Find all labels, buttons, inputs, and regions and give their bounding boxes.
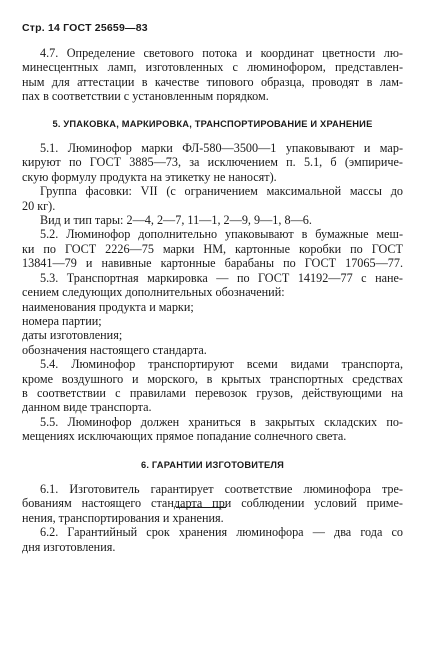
text-line: сением следующих дополнительных обозначений:	[22, 285, 285, 300]
text-line: 5.3. Транспортная маркировка — по ГОСТ 14192—77 с нане-	[40, 270, 403, 285]
text-line: ным для аттестации в качестве типового образца, проводят в лам-	[22, 74, 403, 89]
text-line: 5.4. Люминофор транспортируют всеми видами транспорта,	[40, 357, 403, 372]
text-line: дня изготовления.	[22, 539, 116, 554]
document-body	[22, 46, 403, 554]
text-line: 4.7. Определение светового потока и координат цветности лю-	[40, 46, 403, 60]
text-line: 20 кг).	[22, 198, 56, 213]
text-line: 6.2. Гарантийный срок хранения люминофора — два года со	[40, 525, 403, 540]
text-line: минесцентных ламп, изготовленных с люминофором, представлен-	[22, 60, 403, 75]
paragraph-6-2	[22, 525, 403, 554]
text-line: нения, транспортирования и хранения.	[22, 510, 224, 525]
text-line: Группа фасовки: VII (с ограничением максимальной массы до	[40, 184, 403, 199]
section-6-heading: 6. ГАРАНТИИ ИЗГОТОВИТЕЛЯ	[140, 459, 285, 470]
text-line: наименования продукта и марки;	[22, 299, 194, 314]
paragraph-5-4	[22, 357, 403, 415]
text-line: бованиям настоящего стандарта при соблюдении условий приме-	[22, 496, 403, 511]
paragraph-5-2	[22, 227, 403, 270]
text-line: даты изготовления;	[22, 328, 123, 343]
text-line: пах в соответствии с установленным порядком.	[22, 89, 269, 104]
section-5-heading: 5. УПАКОВКА, МАРКИРОВКА, ТРАНСПОРТИРОВАНИЕ И ХРАНЕНИЕ	[52, 118, 373, 129]
text-line: 5.1. Люминофор марки ФЛ-580—3500—1 упаковывают и мар-	[40, 141, 403, 156]
text-line: данном виде транспорта.	[22, 400, 152, 415]
text-line: 13841—79 и навивные картонные барабаны по ГОСТ 17065—77.	[22, 256, 403, 271]
paragraph-4-7	[22, 46, 403, 104]
text-line: Вид и тип тары: 2—4, 2—7, 11—1, 2—9, 9—1, 8—6.	[40, 213, 312, 228]
text-line: 5.2. Люминофор дополнительно упаковывают в бумажные меш-	[40, 227, 403, 242]
end-rule	[176, 507, 226, 508]
paragraph-5-3	[22, 271, 403, 357]
text-line: мещениях исключающих прямое попадание солнечного света.	[22, 429, 347, 444]
paragraph-5-5	[22, 415, 403, 444]
text-line: скую формулу продукта на этикетку не наносят).	[22, 169, 277, 184]
text-line: ки по ГОСТ 2226—75 марки НМ, картонные коробки по ГОСТ	[22, 241, 403, 256]
text-line: кроме воздушного и морского, в крытых транспортных средствах	[22, 371, 403, 386]
text-line: обозначения настоящего стандарта.	[22, 342, 207, 357]
text-line: в соответствии с правилами перевозок грузов, действующими на	[22, 385, 403, 400]
text-line: кируют по ГОСТ 3885—73, за исключением п. 5.1, б (эмпириче-	[22, 155, 403, 170]
paragraph-6-1	[22, 482, 403, 525]
text-line: 6.1. Изготовитель гарантирует соответствие люминофора тре-	[40, 481, 403, 496]
page-header: Стр. 14 ГОСТ 25659—83	[22, 22, 148, 34]
text-line: 5.5. Люминофор должен храниться в закрытых складских по-	[40, 414, 403, 429]
paragraph-5-1	[22, 141, 403, 227]
text-line: номера партии;	[22, 313, 102, 328]
